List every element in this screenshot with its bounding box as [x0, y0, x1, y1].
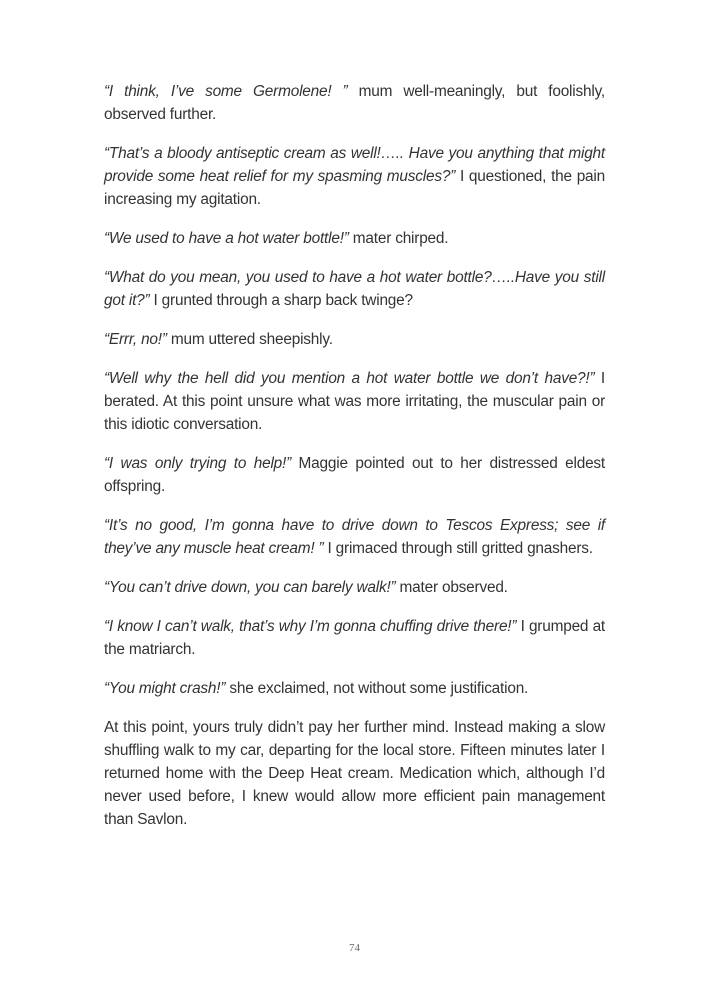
dialogue-text: “We used to have a hot water bottle!”: [104, 230, 349, 247]
paragraph-2: [104, 142, 605, 211]
dialogue-text: “I was only trying to help!”: [104, 455, 292, 472]
narration-text: I berated. At this point unsure what was more irritating, the muscular pain or this idiotic conversation.: [104, 370, 606, 433]
narration-text: mater chirped.: [348, 230, 449, 247]
paragraph-1: [104, 80, 605, 126]
dialogue-text: “I think, I’ve some Germolene! ”: [104, 83, 348, 100]
paragraph-12: [104, 716, 605, 831]
dialogue-text: “Errr, no!”: [104, 331, 167, 348]
narration-text: I grumped at the matriarch.: [104, 618, 606, 658]
narration-text: Maggie pointed out to her distressed eldest offspring.: [104, 455, 605, 495]
narration-text: mater observed.: [395, 579, 508, 596]
narration-text: she exclaimed, not without some justification.: [225, 680, 529, 697]
page-body: [104, 80, 605, 847]
paragraph-9: [104, 576, 605, 599]
dialogue-text: “That’s a bloody antiseptic cream as well!….. Have you anything that might provide some heat relief for my spasming muscles?”: [104, 145, 605, 185]
paragraph-5: [104, 328, 605, 351]
dialogue-text: “Well why the hell did you mention a hot water bottle we don’t have?!”: [104, 370, 595, 387]
paragraph-3: [104, 227, 605, 250]
paragraph-7: [104, 452, 605, 498]
dialogue-text: “You might crash!”: [104, 680, 226, 697]
narration-text: mum well-meaningly, but foolishly, observed further.: [104, 83, 605, 123]
dialogue-text: “I know I can’t walk, that’s why I’m gonna chuffing drive there!”: [104, 618, 517, 635]
narration-text: mum uttered sheepishly.: [166, 331, 333, 348]
paragraph-6: [104, 367, 605, 436]
narration-text: At this point, yours truly didn’t pay her further mind. Instead making a slow shuffling walk to my car, departing for the local store. Fifteen minutes later I returned home with the Deep Heat cream. Medication which, although I’d never used before, I knew would allow more efficient pain management than Savlon.: [104, 719, 605, 828]
page-number: 74: [349, 942, 360, 954]
dialogue-text: “You can’t drive down, you can barely walk!”: [104, 579, 396, 596]
narration-text: I questioned, the pain increasing my agitation.: [104, 168, 605, 208]
paragraph-11: [104, 677, 605, 700]
narration-text: I grunted through a sharp back twinge?: [149, 292, 413, 309]
paragraph-4: [104, 266, 605, 312]
narration-text: I grimaced through still gritted gnashers.: [323, 540, 593, 557]
paragraph-10: [104, 615, 605, 661]
dialogue-text: “It’s no good, I’m gonna have to drive down to Tescos Express; see if they’ve any muscle heat cream! ”: [104, 517, 605, 557]
dialogue-text: “What do you mean, you used to have a hot water bottle?…..Have you still got it?”: [104, 269, 605, 309]
paragraph-8: [104, 514, 605, 560]
